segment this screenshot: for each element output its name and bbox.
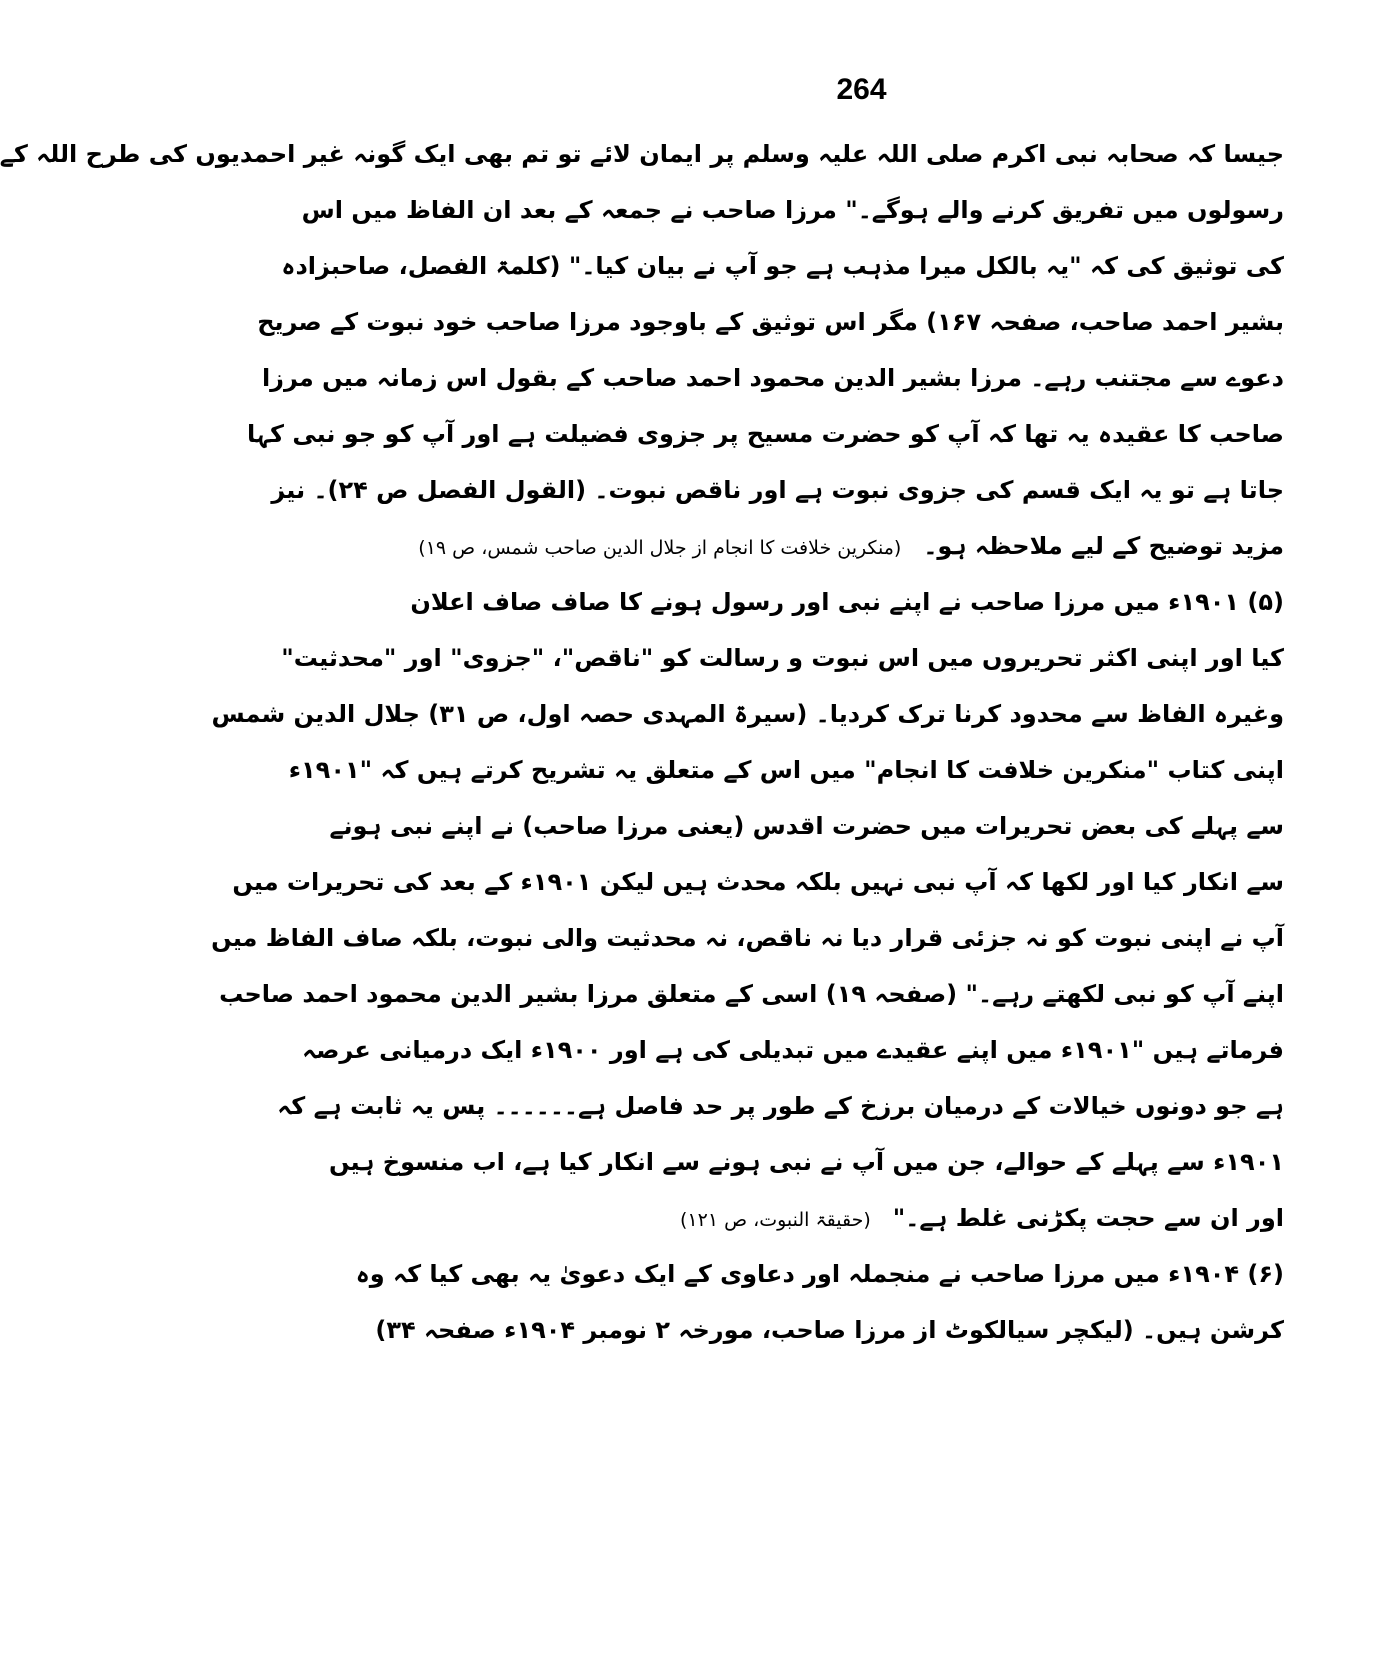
text-line: فرماتے ہیں "۱۹۰۱ء میں اپنے عقیدے میں تبدیلی کی ہے اور ۱۹۰۰ء ایک درمیانی عرصہ [302,1036,1284,1064]
text-line: (۶) ۱۹۰۴ء میں مرزا صاحب نے منجملہ اور دعاوی کے ایک دعویٰ یہ بھی کیا کہ وہ [355,1260,1284,1288]
text-line: وغیرہ الفاظ سے محدود کرنا ترک کردیا۔ (سیرۃ المہدی حصہ اول، ص ۳۱) جلال الدین شمس [211,700,1284,728]
text-line: بشیر احمد صاحب، صفحہ ۱۶۷) مگر اس توثیق کے باوجود مرزا صاحب خود نبوت کے صریح [257,308,1284,336]
page-number: 264 [836,73,887,106]
text-line: کرشن ہیں۔ (لیکچر سیالکوٹ از مرزا صاحب، مورخہ ۲ نومبر ۱۹۰۴ء صفحہ ۳۴) [375,1316,1284,1344]
text-line-with-reference: مزید توضیح کے لیے ملاحظہ ہو۔(منکرین خلافت کا انجام از جلال الدین صاحب شمس، ص ۱۹) [418,532,1284,560]
body-text [0,126,1284,1358]
text-line: کی توثیق کی کہ "یہ بالکل میرا مذہب ہے جو آپ نے بیان کیا۔" (کلمۃ الفصل، صاحبزادہ [281,252,1284,280]
text-line: (۵) ۱۹۰۱ء میں مرزا صاحب نے اپنے نبی اور رسول ہونے کا صاف صاف اعلان [410,588,1284,616]
text-line: کیا اور اپنی اکثر تحریروں میں اس نبوت و رسالت کو "ناقص"، "جزوی" اور "محدثیت" [281,644,1284,672]
text-line: اپنے آپ کو نبی لکھتے رہے۔" (صفحہ ۱۹) اسی کے متعلق مرزا بشیر الدین محمود احمد صاحب [219,980,1284,1008]
text-line: جاتا ہے تو یہ ایک قسم کی جزوی نبوت ہے اور ناقص نبوت۔ (القول الفصل ص ۲۴)۔ نیز [271,476,1284,504]
text-line: اپنی کتاب "منکرین خلافت کا انجام" میں اس کے متعلق یہ تشریح کرتے ہیں کہ "۱۹۰۱ء [288,756,1284,784]
text-line: آپ نے اپنی نبوت کو نہ جزئی قرار دیا نہ ناقص، نہ محدثیت والی نبوت، بلکہ صاف الفاظ میں [211,924,1284,952]
text-line: دعوے سے مجتنب رہے۔ مرزا بشیر الدین محمود احمد صاحب کے بقول اس زمانہ میں مرزا [261,364,1284,392]
reference-note: (منکرین خلافت کا انجام از جلال الدین صاحب شمس، ص ۱۹) [418,537,902,559]
text-line: ہے جو دونوں خیالات کے درمیان برزخ کے طور پر حد فاصل ہے۔۔۔۔۔۔ پس یہ ثابت ہے کہ [277,1092,1284,1120]
reference-note: (حقیقۃ النبوت، ص ۱۲۱) [679,1209,871,1231]
text-line-with-reference: اور ان سے حجت پکڑنی غلط ہے۔"(حقیقۃ النبوت، ص ۱۲۱) [679,1204,1284,1232]
text-line: ۱۹۰۱ء سے پہلے کے حوالے، جن میں آپ نے نبی ہونے سے انکار کیا ہے، اب منسوخ ہیں [328,1148,1284,1176]
text-line: سے پہلے کی بعض تحریرات میں حضرت اقدس (یعنی مرزا صاحب) نے اپنے نبی ہونے [329,812,1284,840]
text-line: صاحب کا عقیدہ یہ تھا کہ آپ کو حضرت مسیح پر جزوی فضیلت ہے اور آپ کو جو نبی کہا [246,420,1284,448]
text-line: رسولوں میں تفریق کرنے والے ہوگے۔" مرزا صاحب نے جمعہ کے بعد ان الفاظ میں اس [301,196,1284,224]
text-line: جیسا کہ صحابہ نبی اکرم صلی اللہ علیہ وسلم پر ایمان لائے تو تم بھی ایک گونہ غیر احمدیوں کی طرح اللہ کے [0,140,1284,168]
text-line: سے انکار کیا اور لکھا کہ آپ نبی نہیں بلکہ محدث ہیں لیکن ۱۹۰۱ء کے بعد کی تحریرات میں [232,868,1284,896]
